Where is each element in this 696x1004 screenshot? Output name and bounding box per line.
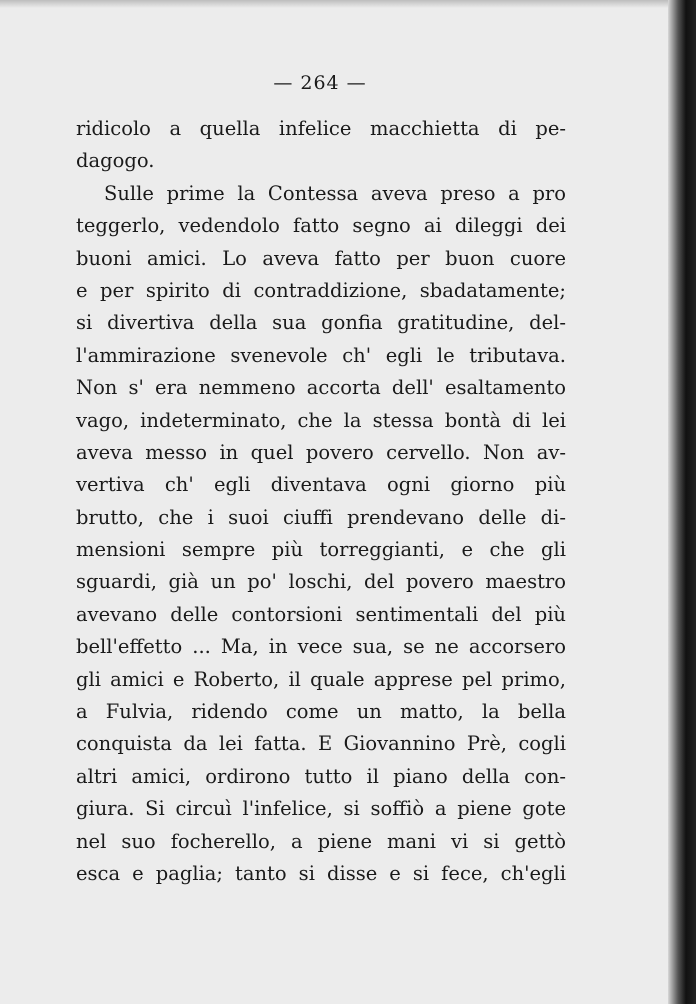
text-line: teggerlo, vedendolo fatto segno ai dileggi dei <box>76 214 566 238</box>
text-line: esca e paglia; tanto si disse e si fece, ch'egli <box>76 861 566 885</box>
text-line: dagogo. <box>76 149 155 173</box>
text-line: brutto, che i suoi ciuffi prendevano delle di- <box>76 505 566 529</box>
text-line: Non s' era nemmeno accorta dell' esaltamento <box>76 376 566 400</box>
text-line: aveva messo in quel povero cervello. Non av- <box>76 440 566 464</box>
text-line: altri amici, ordirono tutto il piano della con- <box>76 764 566 788</box>
text-line: si divertiva della sua gonfia gratitudine, del- <box>76 311 566 335</box>
body-text <box>76 113 566 890</box>
text-line: conquista da lei fatta. E Giovannino Prè, cogli <box>76 732 566 756</box>
text-line: gli amici e Roberto, il quale apprese pel primo, <box>76 667 566 691</box>
text-line: avevano delle contorsioni sentimentali del più <box>76 602 566 626</box>
text-line: vertiva ch' egli diventava ogni giorno più <box>76 473 566 497</box>
text-line: sguardi, già un po' loschi, del povero maestro <box>76 570 566 594</box>
text-line: giura. Si circuì l'infelice, si soffiò a piene gote <box>76 797 566 821</box>
text-line: a Fulvia, ridendo come un matto, la bella <box>76 700 566 724</box>
page-number: — 264 — <box>273 72 367 94</box>
text-line: buoni amici. Lo aveva fatto per buon cuore <box>76 246 566 270</box>
text-line: ridicolo a quella infelice macchietta di pe- <box>76 117 566 140</box>
text-line: Sulle prime la Contessa aveva preso a pro <box>104 181 566 205</box>
text-line: nel suo focherello, a piene mani vi si gettò <box>76 829 566 853</box>
text-line: vago, indeterminato, che la stessa bontà di lei <box>76 408 566 432</box>
text-line: mensioni sempre più torreggianti, e che gli <box>76 538 566 562</box>
text-line: l'ammirazione svenevole ch' egli le tributava. <box>76 343 566 367</box>
text-line: e per spirito di contraddizione, sbadatamente; <box>76 278 566 302</box>
book-binding-edge <box>668 0 696 1004</box>
text-line: bell'effetto ... Ma, in vece sua, se ne accorsero <box>76 635 566 659</box>
page-top-edge <box>0 0 668 8</box>
